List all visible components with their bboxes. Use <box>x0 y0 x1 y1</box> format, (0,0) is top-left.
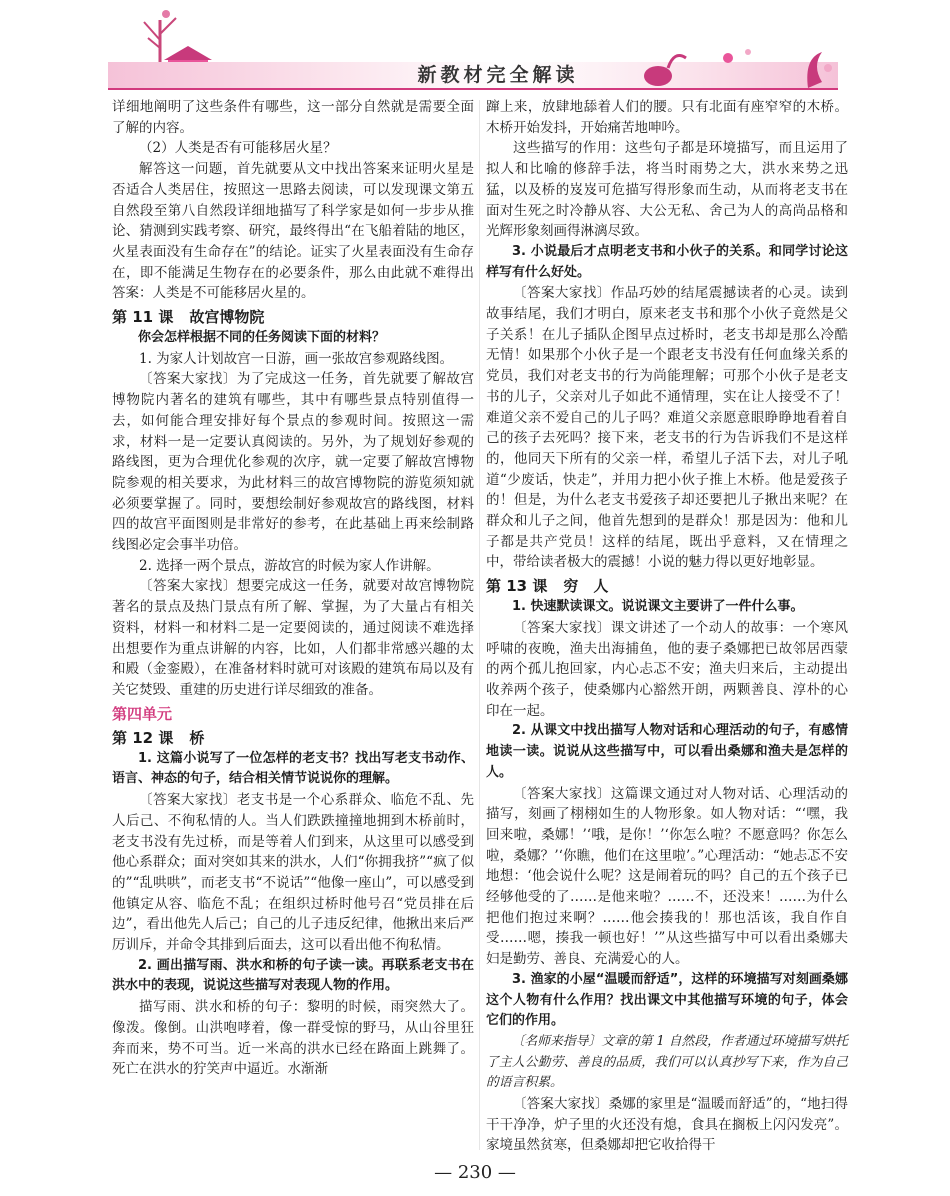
tip-text: 文章的第 1 自然段，作者通过环境描写烘托了主人公勤劳、善良的品质，我们可以认真抄写下来，作为自己的语言积累。 <box>486 1033 849 1091</box>
answer-paragraph <box>486 1094 848 1156</box>
answer-paragraph <box>112 369 474 555</box>
page-number: — 230 — <box>434 1162 516 1183</box>
lesson-number: 第 12 课 <box>112 728 174 747</box>
paragraph: 蹿上来，放肆地舔着人们的腰。只有北面有座窄窄的木桥。木桥开始发抖，开始痛苦地呻吟。 <box>486 99 848 136</box>
question: 1. 这篇小说写了一位怎样的老支书？找出写老支书动作、语言、神态的句子，结合相关情节说说你的理解。 <box>112 750 474 787</box>
lesson-number: 第 13 课 <box>486 577 548 596</box>
header-title: 新教材完全解读 <box>417 64 579 86</box>
unit-heading: 第四单元 <box>112 704 173 723</box>
right-column <box>486 97 848 1156</box>
paragraph: （2）人类是否有可能移居火星？ <box>139 140 337 157</box>
tip-paragraph <box>486 1032 848 1094</box>
lesson-title: 穷 人 <box>563 577 609 596</box>
column-divider <box>479 100 480 1150</box>
answer-text: 老支书是一个心系群众、临危不乱、先人后己、不徇私情的人。当人们跌跌撞撞地拥到木桥前时，老支书没有先过桥，而是等着人们到来，从这里可以感受到他心系群众；面对突如其来的洪水，人们“你拥我挤”“疯了似的”“乱哄哄”，而老支书“不说话”“他像一座山”，可以感受到他镇定从容、临危不乱；在组织过桥时他号召“党员排在后边”，看出他先人后己；自己的儿子违反纪律，他揪出来后严厉训斥，并命令其排到后面去，这可以看出他不徇私情。 <box>112 792 475 954</box>
answer-paragraph <box>486 784 848 970</box>
answer-paragraph <box>486 283 848 573</box>
lesson-title: 故宫博物院 <box>189 308 265 327</box>
answer-text: 想要完成这一任务，就要对故宫博物院著名的景点及热门景点有所了解、掌握，为了大量占有相关资料，材料一和材料二是一定要阅读的，通过阅读不难选择出想要作为重点讲解的内容，比如，人们都非常感兴趣的太和殿（金銮殿），在准备材料时就可对该殿的建筑布局以及有关它焚毁、重建的历史进行详尽细致的准备。 <box>112 578 475 698</box>
left-column <box>112 97 474 1080</box>
question: 3. 小说最后才点明老支书和小伙子的关系。和同学讨论这样写有什么好处。 <box>486 243 848 280</box>
task: 1. 为家人计划故宫一日游，画一张故宫参观路线图。 <box>139 350 454 367</box>
answer-text: 课文讲述了一个动人的故事：一个寒风呼啸的夜晚，渔夫出海捕鱼，他的妻子桑娜把已故邻居西蒙的两个孤儿抱回家，内心忐忑不安；渔夫归来后，主动提出收养两个孩子，使桑娜内心豁然开朗，两颗善良、淳朴的心印在一起。 <box>486 619 849 719</box>
lesson-heading <box>112 727 474 749</box>
answer-tag: 〔答案大家找〕 <box>513 785 611 802</box>
paragraph: 详细地阐明了这些条件有哪些，这一部分自然就是需要全面了解的内容。 <box>112 99 474 136</box>
answer-tag: 〔答案大家找〕 <box>513 619 611 636</box>
question: 2. 画出描写雨、洪水和桥的句子读一读。再联系老支书在洪水中的表现，说说这些描写对表现人物的作用。 <box>112 957 474 994</box>
page-header <box>108 0 838 92</box>
question: 你会怎样根据不同的任务阅读下面的材料？ <box>138 330 386 346</box>
task: 2. 选择一两个景点，游故宫的时候为家人作讲解。 <box>139 557 440 574</box>
answer-text: 作品巧妙的结尾震撼读者的心灵。读到故事结尾，我们才明白，原来老支书和那个小伙子竟然是父子关系！在儿子插队企图早点过桥时，老支书却是那么冷酷无情！如果那个小伙子是一个跟老支书没有任何血缘关系的党员，我们对老支书的行为尚能理解；可那个小伙子是老支书的儿子，父亲对儿子如此不通情理，实在让人接受不了！难道父亲不爱自己的儿子吗？难道父亲愿意眼睁睁地看着自己的孩子去死吗？接下来，老支书的行为告诉我们不是这样的，他同天下所有的父亲一样，希望儿子活下去，对儿子吼道“少废话，快走”，并用力把小伙子推上木桥。他是爱孩子的！但是，为什么老支书爱孩子却还要把儿子揪出来呢？在群众和儿子之间，他首先想到的是群众！那是因为：他和儿子都是共产党员！这样的结尾，既出乎意料，又在情理之中，带给读者极大的震撼！小说的魅力得以更好地彰显。 <box>486 285 849 571</box>
question: 1. 快速默读课文。说说课文主要讲了一件什么事。 <box>512 599 804 615</box>
answer-text: 桑娜的家里是“温暖而舒适”的，“地扫得干干净净，炉子里的火还没有熄，食具在搁板上闪闪发亮”。家境虽然贫寒，但桑娜却把它收拾得干 <box>486 1096 848 1154</box>
lesson-heading <box>112 306 474 328</box>
lesson-number: 第 11 课 <box>112 308 174 327</box>
answer-paragraph <box>112 790 474 956</box>
answer-paragraph <box>112 576 474 700</box>
paragraph: 描写雨、洪水和桥的句子：黎明的时候，雨突然大了。像泼。像倒。山洪咆哮着，像一群受惊的野马，从山谷里狂奔而来，势不可当。近一米高的洪水已经在路面上跳舞了。死亡在洪水的狞笑声中逼近。水渐渐 <box>112 999 474 1078</box>
tip-tag: 〔名师来指导〕 <box>511 1033 602 1049</box>
answer-tag: 〔答案大家找〕 <box>139 371 237 388</box>
question: 3. 渔家的小屋“温暖而舒适”，这样的环境描写对刻画桑娜这个人物有什么作用？找出课文中其他描写环境的句子，体会它们的作用。 <box>486 971 848 1029</box>
question: 2. 从课文中找出描写人物对话和心理活动的句子，有感情地读一读。说说从这些描写中，可以看出桑娜和渔夫是怎样的人。 <box>486 723 848 780</box>
answer-tag: 〔答案大家找〕 <box>513 285 611 302</box>
answer-paragraph <box>486 618 848 722</box>
answer-tag: 〔答案大家找〕 <box>139 792 237 809</box>
answer-tag: 〔答案大家找〕 <box>513 1096 609 1113</box>
lesson-title: 桥 <box>189 728 205 747</box>
answer-text: 为了完成这一任务，首先就要了解故宫博物院内著名的建筑有哪些，其中有哪些景点特别值得一去，如何能合理安排好每个景点的参观时间。按照这一需求，材料一是一定要认真阅读的。另外，为了规划好参观的路线图，更为合理优化参观的次序，就一定要了解故宫博物院参观的相关要求，为此材料三的故宫博物院的游览须知就必须要掌握了。同时，要想绘制好参观故宫的路线图，材料四的故宫平面图则是非常好的参考，在此基础上再来绘制路线图必定会事半功倍。 <box>112 371 475 554</box>
lesson-heading <box>486 575 848 597</box>
paragraph: 解答这一问题，首先就要从文中找出答案来证明火星是否适合人类居住，按照这一思路去阅读，可以发现课文第五自然段至第八自然段详细地描写了科学家是如何一步步从推论、猜测到实践考察、研究，最终得出“在飞船着陆的地区，火星表面没有生命存在”的结论。证实了火星表面没有生命存在，即不能满足生物存在的必要条件，那么由此就不难得出答案：人类是不可能移居火星的。 <box>112 161 474 302</box>
answer-tag: 〔答案大家找〕 <box>139 578 237 595</box>
decorative-plant-icon <box>628 38 838 92</box>
answer-text: 这篇课文通过对人物对话、心理活动的描写，刻画了栩栩如生的人物形象。如人物对话：“‘嘿，我回来啦，桑娜！’‘哦，是你！’‘你怎么啦？不愿意吗？你怎么啦，桑娜？’‘你瞧，他们在这里啦’。”心理活动：“她忐忑不安地想：‘他会说什么呢？这是闹着玩的吗？自己的五个孩子已经够他受的了……是他来啦？……不，还没来！……为什么把他们抱过来啊？……他会揍我的！那也活该，我自作自受……嗯，揍我一顿也好！’”从这些描写中可以看出桑娜夫妇是勤劳、善良、充满爱心的人。 <box>486 785 849 968</box>
paragraph: 这些描写的作用：这些句子都是环境描写，而且运用了拟人和比喻的修辞手法，将当时雨势之大，洪水来势之迅猛，以及桥的岌岌可危描写得形象而生动，从而将老支书在面对生死之时冷静从容、大公无私、舍己为人的高尚品格和光辉形象刻画得淋漓尽致。 <box>486 140 848 240</box>
